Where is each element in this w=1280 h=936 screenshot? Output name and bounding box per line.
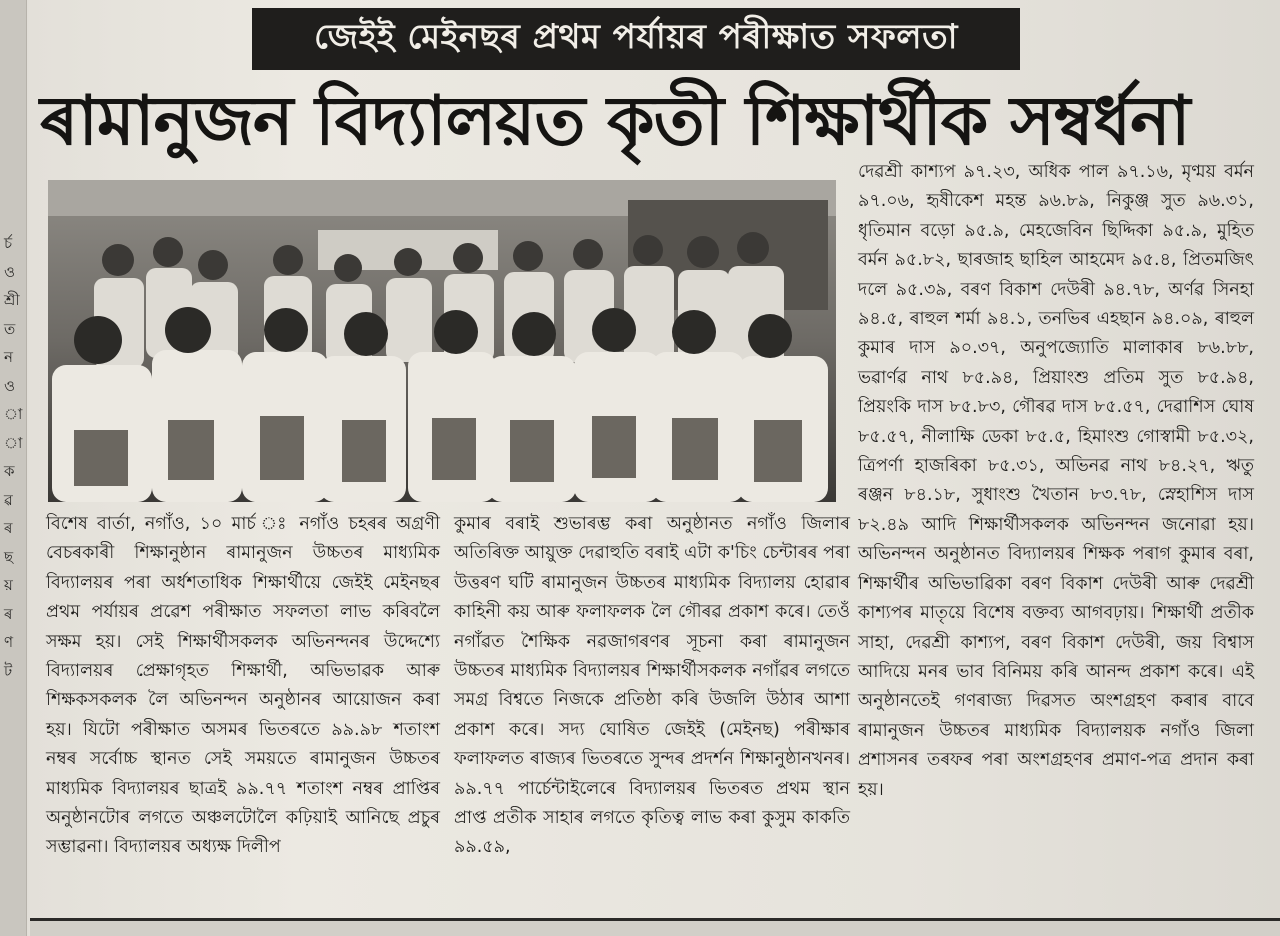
adjacent-column-strip [0,0,27,936]
margin-fragment: ও [4,262,16,281]
margin-fragment: া [4,433,23,452]
margin-fragment: া [4,405,23,423]
article-column-3 [858,158,1254,805]
margin-fragment: ৰ্চ [4,234,13,252]
headline: ৰামানুজন বিদ্যালয়ত কৃতী শিক্ষাৰ্থীক সম্বৰ্ধনা [40,82,1190,161]
margin-fragment: ৰ [4,604,13,623]
column-1-text: বিশেষ বাৰ্তা, নগাঁও, ১০ মাৰ্চ ঃ নগাঁও চহৰৰ অগ্ৰণী বেচৰকাৰী শিক্ষানুষ্ঠান ৰামানুজন উচ্চতৰ মাধ্যমিক বিদ্যালয়ৰ পৰা অৰ্ধশতাধিক শিক্ষাৰ্থীয়ে জেইই মেইনছৰ প্ৰথম পৰ্যায়ৰ প্ৰৱেশ পৰীক্ষাত সফলতা লাভ কৰিবলৈ সক্ষম হয়। সেই শিক্ষাৰ্থীসকলক অভিনন্দনৰ উদ্দেশ্যে বিদ্যালয়ৰ প্ৰেক্ষাগৃহত শিক্ষাৰ্থী, অভিভাৱক আৰু শিক্ষকসকলক লৈ অভিনন্দন অনুষ্ঠানৰ আয়োজন কৰা হয়। যিটো পৰীক্ষাত অসমৰ ভিতৰতে ৯৯.৯৮ শতাংশ নম্বৰ সৰ্বোচ্চ স্থানত সেই সময়তে ৰামানুজন উচ্চতৰ মাধ্যমিক বিদ্যালয়ৰ ছাত্ৰই ৯৯.৭৭ শতাংশ নম্বৰ প্ৰাপ্তিৰ অনুষ্ঠানটোৰ লগতে অঞ্চলটোলৈ কঢ়িয়াই আনিছে প্ৰচুৰ সম্ভাৱনা। বিদ্যালয়ৰ অধ্যক্ষ দিলীপ [46,514,440,858]
margin-fragment: ছ [4,547,14,566]
column-2-text: কুমাৰ বৰাই শুভাৰম্ভ কৰা অনুষ্ঠানত নগাঁও জিলাৰ অতিৰিক্ত আয়ুক্ত দেৱাহুতি বৰাই এটা ক'চিং চেন্টাৰৰ পৰা উত্তৰণ ঘটি ৰামানুজন উচ্চতৰ মাধ্যমিক বিদ্যালয় হোৱাৰ কাহিনী কয় আৰু ফলাফলক লৈ গৌৰৱ প্ৰকাশ কৰে। তেওঁ নগাঁৱত শৈক্ষিক নৱজাগৰণৰ সূচনা কৰা ৰামানুজন উচ্চতৰ মাধ্যমিক বিদ্যালয়ৰ শিক্ষাৰ্থীসকলক নগাঁৱৰ লগতে সমগ্ৰ বিশ্বতে নিজকে প্ৰতিষ্ঠা কৰি উজলি উঠাৰ আশা প্ৰকাশ কৰে। সদ্য ঘোষিত জেইই (মেইনছ) পৰীক্ষাৰ ফলাফলত ৰাজ্যৰ ভিতৰতে সুন্দৰ প্ৰদৰ্শন শিক্ষানুষ্ঠানখনৰ। ৯৯.৭৭ পাৰ্চেন্টাইলেৰে বিদ্যালয়ৰ ভিতৰত প্ৰথম স্থান প্ৰাপ্ত প্ৰতীক সাহাৰ লগতে কৃতিত্ব লাভ কৰা কুসুম কাকতি ৯৯.৫৯, [454,514,850,858]
margin-fragment: ত [4,319,16,338]
kicker-banner: জেইই মেইনছৰ প্ৰথম পৰ্যায়ৰ পৰীক্ষাত সফলতা [252,8,1020,70]
article-column-2 [454,510,850,863]
margin-fragment: ণ [4,633,14,651]
margin-fragment: ক [4,462,15,480]
margin-fragment: শ্ৰী [4,291,20,309]
column-3-text: দেৱশ্ৰী কাশ্যপ ৯৭.২৩, অধিক পাল ৯৭.১৬, মৃণ্ময় বৰ্মন ৯৭.০৬, হৃষীকেশ মহন্ত ৯৬.৮৯, নিকুঞ্জ সুত ৯৬.৩১, ধৃতিমান বড়ো ৯৫.৯, মেহজেবিন ছিদ্দিকা ৯৫.৯, মুহিত বৰ্মন ৯৫.৮২, ছাৰজাহ ছাহিল আহমেদ ৯৫.৪, প্ৰিতমজিৎ দলে ৯৫.৩৯, বৰণ বিকাশ দেউৰী ৯৪.৭৮, অৰ্ণৱ সিনহা ৯৪.৫, ৰাহুল শৰ্মা ৯৪.১, তনভিৰ এহছান ৯৪.০৯, ৰাহুল কুমাৰ দাস ৯০.৩৭, অনুপজ্যোতি মালাকাৰ ৮৬.৮৮, ভৱাৰ্ণৱ নাথ ৮৫.৯৪, প্ৰিয়াংশু প্ৰতিম সুত ৮৫.৯৪, প্ৰিয়ংকি দাস ৮৫.৮৩, গৌৰৱ দাস ৮৫.৫৭, দেৱাশিস ঘোষ ৮৫.৫৭, নীলাক্ষি ডেকা ৮৫.৫, হিমাংশু গোস্বামী ৮৫.৩২, ত্ৰিপৰ্ণা হাজৰিকা ৮৫.৩১, অভিনৱ নাথ ৮৪.২৭, ঋতু ৰঞ্জন ৮৪.১৮, সুধাংশু খৈতান ৮৩.৭৮, স্নেহাশিস দাস ৮২.৪৯ আদি শিক্ষাৰ্থীসকলক অভিনন্দন জনোৱা হয়। অভিনন্দন অনুষ্ঠানত বিদ্যালয়ৰ শিক্ষক পৰাগ কুমাৰ বৰা, শিক্ষাৰ্থীৰ অভিভাৱিকা বৰণ বিকাশ দেউৰী আৰু দেৱশ্ৰী কাশ্যপৰ মাতৃয়ে বিশেষ বক্তব্য আগবঢ়ায়। শিক্ষাৰ্থী প্ৰতীক সাহা, দেৱশ্ৰী কাশ্যপ, বৰণ বিকাশ দেউৰী, জয় বিশ্বাস আদিয়ে মনৰ ভাব বিনিময় কৰি আনন্দ প্ৰকাশ কৰে। এই অনুষ্ঠানতেই গণৰাজ্য দিৱসত অংশগ্ৰহণ কৰাৰ বাবে ৰামানুজন উচ্চতৰ মাধ্যমিক বিদ্যালয়ক নগাঁও জিলা প্ৰশাসনৰ তৰফৰ পৰা অংশগ্ৰহণৰ প্ৰমাণ-পত্ৰ প্ৰদান কৰা হয়। [858,162,1254,800]
photo-illustration [48,180,836,502]
article-column-1 [46,510,440,863]
bottom-rule [30,918,1280,936]
margin-fragment: ও [4,376,16,395]
margin-fragment: য় [4,576,13,594]
margin-fragment: ৱ [4,490,13,509]
margin-fragment: ন [4,348,13,366]
margin-fragment: ট [4,661,13,680]
group-photo [48,180,836,502]
margin-fragment: ৰ [4,519,13,537]
